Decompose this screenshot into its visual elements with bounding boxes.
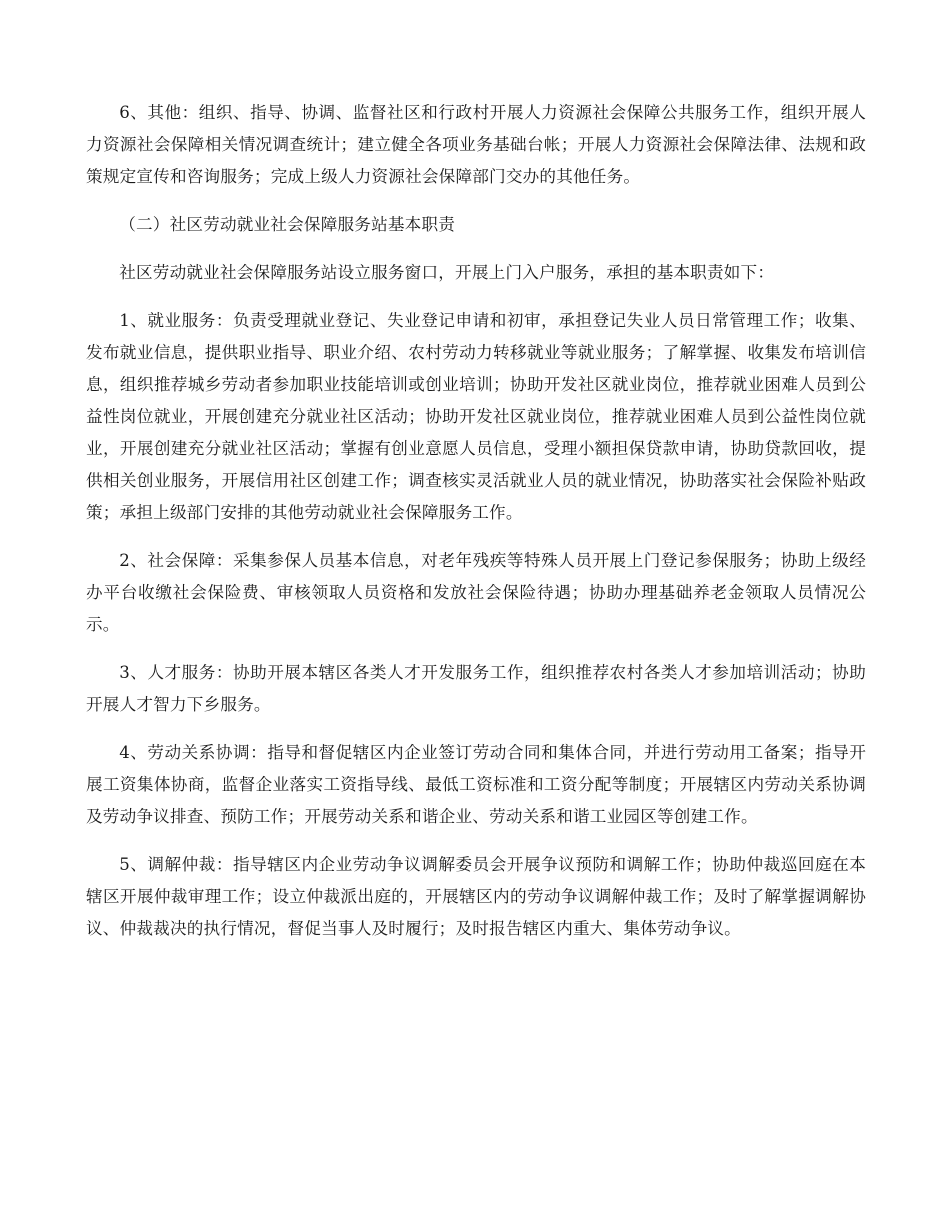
paragraph-gap bbox=[86, 529, 866, 545]
paragraph-other-duties: 6、其他：组织、指导、协调、监督社区和行政村开展人力资源社会保障公共服务工作，组织开展人力资源社会保障相关情况调查统计；建立健全各项业务基础台帐；开展人力资源社会保障法律、法规和政策规定宣传和咨询服务；完成上级人力资源社会保障部门交办的其他任务。 bbox=[86, 103, 866, 186]
paragraph-intro: 社区劳动就业社会保障服务站设立服务窗口，开展上门入户服务，承担的基本职责如下： bbox=[119, 263, 775, 282]
paragraph-employment-service: 1、就业服务：负责受理就业登记、失业登记申请和初审，承担登记失业人员日常管理工作；收集、发布就业信息，提供职业指导、职业介绍、农村劳动力转移就业等就业服务；了解掌握、收集发布培训信息，组织推荐城乡劳动者参加职业技能培训或创业培训；协助开发社区就业岗位，推荐就业困难人员到公益性岗位就业，开展创建充分就业社区活动；协助开发社区就业岗位，推荐就业困难人员到公益性岗位就业，开展创建充分就业社区活动；掌握有创业意愿人员信息，受理小额担保贷款申请，协助贷款回收，提供相关创业服务，开展信用社区创建工作；调查核实灵活就业人员的就业情况，协助落实社会保险补贴政策；承担上级部门安排的其他劳动就业社会保障服务工作。 bbox=[86, 311, 866, 522]
document-body bbox=[86, 97, 866, 945]
paragraph-talent-service: 3、人才服务：协助开展本辖区各类人才开发服务工作，组织推荐农村各类人才参加培训活动；协助开展人才智力下乡服务。 bbox=[86, 663, 866, 714]
paragraph-gap bbox=[86, 289, 866, 305]
paragraph-social-security: 2、社会保障：采集参保人员基本信息，对老年残疾等特殊人员开展上门登记参保服务；协助上级经办平台收缴社会保险费、审核领取人员资格和发放社会保险待遇；协助办理基础养老金领取人员情况公示。 bbox=[86, 551, 866, 634]
section-heading: （二）社区劳动就业社会保障服务站基本职责 bbox=[119, 215, 456, 234]
paragraph-gap bbox=[86, 193, 866, 209]
paragraph-gap bbox=[86, 721, 866, 737]
paragraph-mediation-arbitration: 5、调解仲裁：指导辖区内企业劳动争议调解委员会开展争议预防和调解工作；协助仲裁巡回庭在本辖区开展仲裁审理工作；设立仲裁派出庭的，开展辖区内的劳动争议调解仲裁工作；及时了解掌握调解协议、仲裁裁决的执行情况，督促当事人及时履行；及时报告辖区内重大、集体劳动争议。 bbox=[86, 855, 866, 938]
paragraph-gap bbox=[86, 641, 866, 657]
paragraph-gap bbox=[86, 833, 866, 849]
paragraph-labor-relations: 4、劳动关系协调：指导和督促辖区内企业签订劳动合同和集体合同，并进行劳动用工备案；指导开展工资集体协商，监督企业落实工资指导线、最低工资标准和工资分配等制度；开展辖区内劳动关系协调及劳动争议排查、预防工作；开展劳动关系和谐企业、劳动关系和谐工业园区等创建工作。 bbox=[86, 743, 866, 826]
paragraph-gap bbox=[86, 241, 866, 257]
